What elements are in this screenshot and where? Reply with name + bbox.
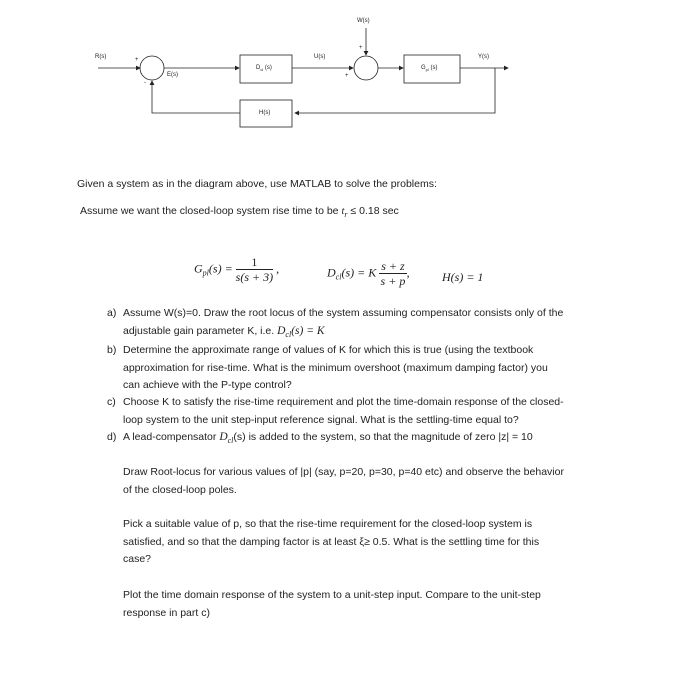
y-signal-label: Y(s)	[478, 54, 489, 60]
sum2-left-plus-sign: +	[345, 73, 349, 79]
block-diagram	[0, 0, 692, 140]
question-a: a) Assume W(s)=0. Draw the root locus of the system assuming compensator consists only of the adjustable gain parameter K, i.e. $D_{cl}(s) = K$	[107, 307, 564, 339]
u-signal-label: U(s)	[314, 54, 326, 60]
intro-line-1: Given a system as in the diagram above, use MATLAB to solve the problems:	[77, 178, 437, 190]
sum1-plus-sign: +	[135, 57, 139, 63]
question-d: d) A lead-compensator $D_{cl}(s)$ is added to the system, so that the magnitude of zero |z| = 10	[107, 431, 533, 446]
sum2-top-plus-sign: +	[359, 45, 363, 51]
intro-line-2: Assume we want the closed-loop system rise time to be $t_r \le 0.18$ sec	[80, 205, 399, 220]
plant-block-label: $G_{pl}$ (s)	[421, 65, 438, 73]
feedback-right	[295, 68, 495, 113]
r-signal-label: R(s)	[95, 54, 107, 60]
paragraph-pick-p: Pick a suitable value of p, so that the rise-time requirement for the closed-loop system is satisfied, and so that the damping factor is at least ξ≥ 0.5. What is the settling time for this case?	[123, 518, 540, 565]
plant-equation: $G_{pl}(s)$ = $\frac{1}{s(s + 3)}$ ,	[194, 255, 280, 284]
summing-junction-2	[354, 56, 378, 80]
feedback-left	[152, 81, 240, 113]
sensor-equation: H(s) = 1	[442, 270, 484, 284]
question-b: b) Determine the approximate range of values of K for which this is true (using the textbook approximation for rise-time. What is the minimum overshoot (maximum damping factor) you can achieve with the P-type control?	[107, 344, 548, 391]
paragraph-plot-response: Plot the time domain response of the system to a unit-step input. Compare to the unit-step response in part c)	[123, 589, 541, 619]
w-signal-label: W(s)	[357, 18, 370, 24]
sensor-block-label: H(s)	[259, 110, 271, 116]
summing-junction-1	[140, 56, 164, 80]
paragraph-root-locus: Draw Root-locus for various values of |p| (say, p=20, p=30, p=40 etc) and observe the behavior of the closed-loop poles.	[123, 466, 564, 496]
sum1-minus-sign: -	[144, 80, 146, 86]
e-signal-label: E(s)	[167, 72, 178, 78]
diagram-lines	[0, 0, 692, 140]
compensator-equation: $D_{cl}(s) = K$ $\frac{s + z}{s + p}$ ,	[327, 259, 410, 288]
controller-block-label: $D_{cl}$ (s)	[256, 65, 272, 73]
question-c: c) Choose K to satisfy the rise-time requirement and plot the time-domain response of the closed- loop system to the unit step-input reference signal. What is the settling-time equal to?	[107, 396, 564, 426]
